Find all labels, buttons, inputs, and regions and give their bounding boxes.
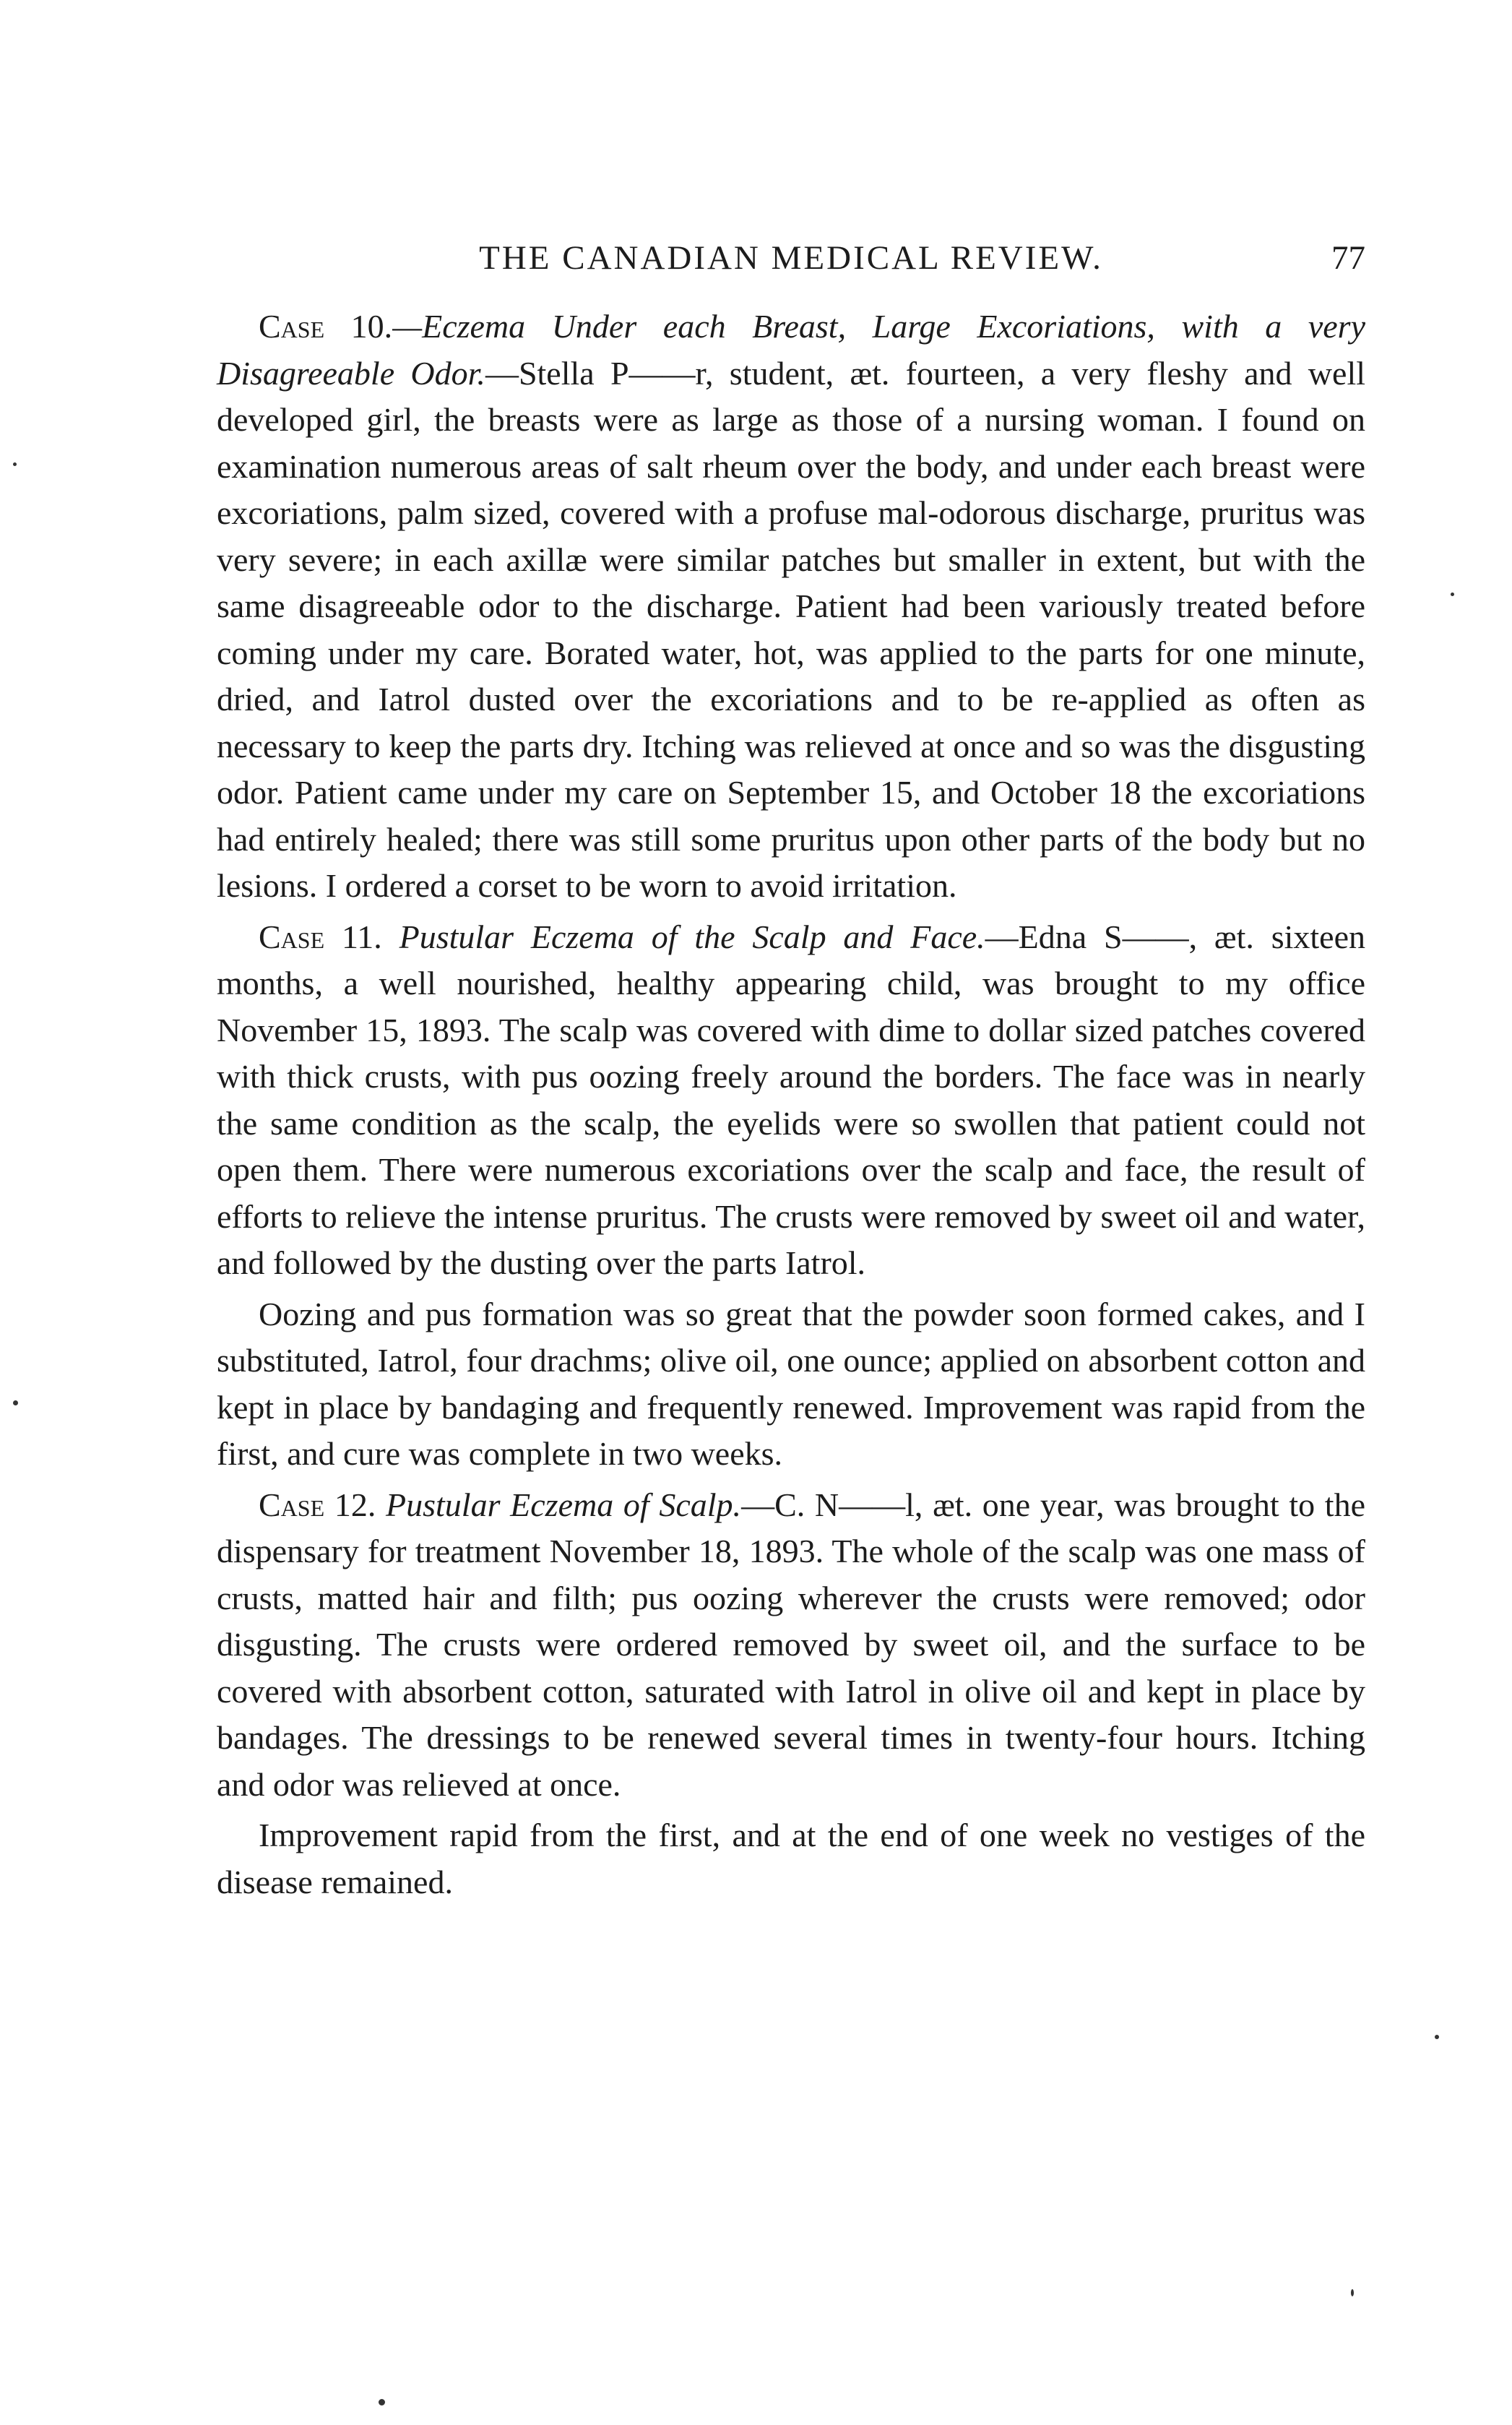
case-body: —C. N——l, æt. one year, was brought to the dispensary for treatment November 18, 1893. The whole of the scalp was one mass of crusts, matted hair and filth; pus oozing wherever the crusts were removed; odor disgusting. The crusts were ordered removed by sweet oil, and the surface to be covered with absorbent cotton, saturated with Iatrol in olive oil and kept in place by bandages. The dressings to be renewed several times in twenty-four hours. Itching and odor was relieved at once. [217,1486,1365,1803]
running-head [217,238,1365,303]
case-12-paragraph [217,1482,1365,1809]
case-11-paragraph [217,914,1365,1287]
paragraph-body: Oozing and pus formation was so great that the powder soon formed cakes, and I substituted, Iatrol, four drachms; olive oil, one ounce; applied on absorbent cotton and kept in place by bandaging and frequently renewed. Improvement was rapid from the first, and cure was complete in two weeks. [217,1295,1365,1472]
paragraph-body: Improvement rapid from the first, and at the end of one week no vestiges of the disease remained. [217,1817,1365,1900]
case-body: —Stella P——r, student, æt. fourteen, a very fleshy and well developed girl, the breasts were as large as those of a nursing woman. I found on examination numerous areas of salt rheum over the body, and under each breast were excoriations, palm sized, covered with a profuse mal-odorous discharge, pruritus was very severe; in each axillæ were similar patches but smaller in extent, but with the same disagreeable odor to the discharge. Patient had been variously treated before coming under my care. Borated water, hot, was applied to the parts for one minute, dried, and Iatrol dusted over the excoriations and to be re-applied as often as necessary to keep the parts dry. Itching was relieved at once and so was the disgusting odor. Patient came under my care on September 15, and October 18 the excoriations had entirely healed; there was still some pruritus upon other parts of the body but no lesions. I ordered a corset to be worn to avoid irritation. [217,354,1366,904]
scan-speck [1351,2289,1354,2296]
case-title: —Eczema Under each Breast, Large Excoriations, with a very Disagreeable Odor. [217,308,1365,392]
case-12-continuation-paragraph [217,1812,1365,1905]
case-title: Pustular Eczema of Scalp. [376,1486,742,1523]
scan-speck [379,2399,385,2405]
scan-speck [13,1400,18,1405]
case-label: Case 12. [259,1486,376,1523]
page-number: 77 [1331,239,1365,277]
case-label: Case 11. [259,918,382,955]
scan-speck [1435,2035,1439,2039]
case-11-continuation-paragraph [217,1291,1365,1478]
document-page [217,238,1365,1905]
case-label: Case 10. [259,308,393,345]
journal-title: THE CANADIAN MEDICAL REVIEW. [479,239,1103,277]
scan-speck [13,462,17,466]
case-10-paragraph [217,303,1365,910]
case-body: —Edna S——, æt. sixteen months, a well nourished, healthy appearing child, was brought to my office November 15, 1893. The scalp was covered with dime to dollar sized patches covered with thick crusts, with pus oozing freely around the borders. The face was in nearly the same condition as the scalp, the eyelids were so swollen that patient could not open them. There were numerous excoriations over the scalp and face, the result of efforts to relieve the intense pruritus. The crusts were removed by sweet oil and water, and followed by the dusting over the parts Iatrol. [217,918,1366,1281]
case-title: Pustular Eczema of the Scalp and Face. [381,918,985,955]
scan-speck [1451,593,1454,596]
